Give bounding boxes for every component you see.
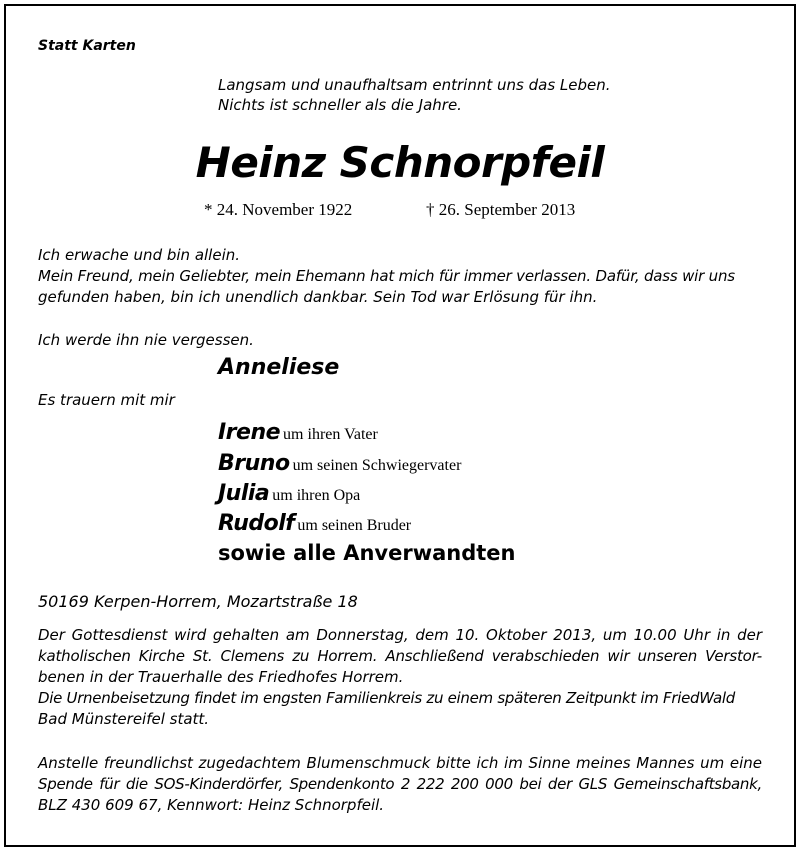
mourner-name: Julia bbox=[218, 481, 270, 506]
service-info bbox=[38, 625, 762, 730]
service-line: katholischen Kirche St. Clemens zu Horrem. Anschließend verabschieden wir unseren Verstor- bbox=[38, 647, 762, 665]
donation-line: Anstelle freundlichst zugedachtem Blumenschmuck bitte ich im Sinne meines Mannes um eine bbox=[38, 754, 762, 772]
mourner-entry bbox=[218, 451, 461, 476]
mourner-name: Rudolf bbox=[218, 511, 295, 536]
address: 50169 Kerpen-Horrem, Mozartstraße 18 bbox=[38, 592, 358, 611]
mourner-entry bbox=[218, 481, 360, 506]
service-line: Bad Münstereifel statt. bbox=[38, 710, 210, 728]
donation-line: Spende für die SOS-Kinderdörfer, Spendenkonto 2 222 200 000 bei der GLS Gemeinschaftsbank, bbox=[38, 775, 762, 793]
other-relatives: sowie alle Anverwandten bbox=[218, 541, 516, 565]
mourner-relation: um ihren Opa bbox=[272, 487, 361, 504]
mourner-relation: um seinen Schwiegervater bbox=[292, 457, 462, 474]
deceased-name: Heinz Schnorpfeil bbox=[195, 138, 605, 187]
mourners-intro: Es trauern mit mir bbox=[38, 391, 175, 409]
service-line: Die Urnenbeisetzung findet im engsten Familienkreis zu einem späteren Zeitpunkt im FriedWald bbox=[38, 689, 735, 707]
widow-name: Anneliese bbox=[218, 355, 340, 380]
birth-date: * 24. November 1922 bbox=[204, 200, 353, 219]
donation-request bbox=[38, 753, 762, 816]
mourner-entry bbox=[218, 420, 378, 445]
message-line: gefunden haben, bin ich unendlich dankbar. Sein Tod war Erlösung für ihn. bbox=[38, 288, 598, 306]
mourner-relation: um ihren Vater bbox=[283, 426, 378, 443]
mourner-relation: um seinen Bruder bbox=[297, 517, 412, 534]
death-date: † 26. September 2013 bbox=[426, 200, 576, 219]
message-line: Ich erwache und bin allein. bbox=[38, 246, 241, 264]
mourner-entry bbox=[218, 511, 411, 536]
service-line: benen in der Trauerhalle des Friedhofes Horrem. bbox=[38, 668, 404, 686]
message-line: Mein Freund, mein Geliebter, mein Ehemann hat mich für immer verlassen. Dafür, dass wir uns bbox=[38, 267, 735, 285]
message-closing: Ich werde ihn nie vergessen. bbox=[38, 331, 254, 349]
header-note: Statt Karten bbox=[38, 38, 136, 54]
motto-line-2: Nichts ist schneller als die Jahre. bbox=[218, 96, 462, 114]
mourner-name: Bruno bbox=[218, 451, 290, 476]
motto-line-1: Langsam und unaufhaltsam entrinnt uns das Leben. bbox=[218, 76, 611, 94]
donation-line: BLZ 430 609 67, Kennwort: Heinz Schnorpfeil. bbox=[38, 796, 385, 814]
mourner-name: Irene bbox=[218, 420, 281, 445]
personal-message bbox=[38, 245, 762, 308]
service-line: Der Gottesdienst wird gehalten am Donnerstag, dem 10. Oktober 2013, um 10.00 Uhr in der bbox=[38, 626, 762, 644]
